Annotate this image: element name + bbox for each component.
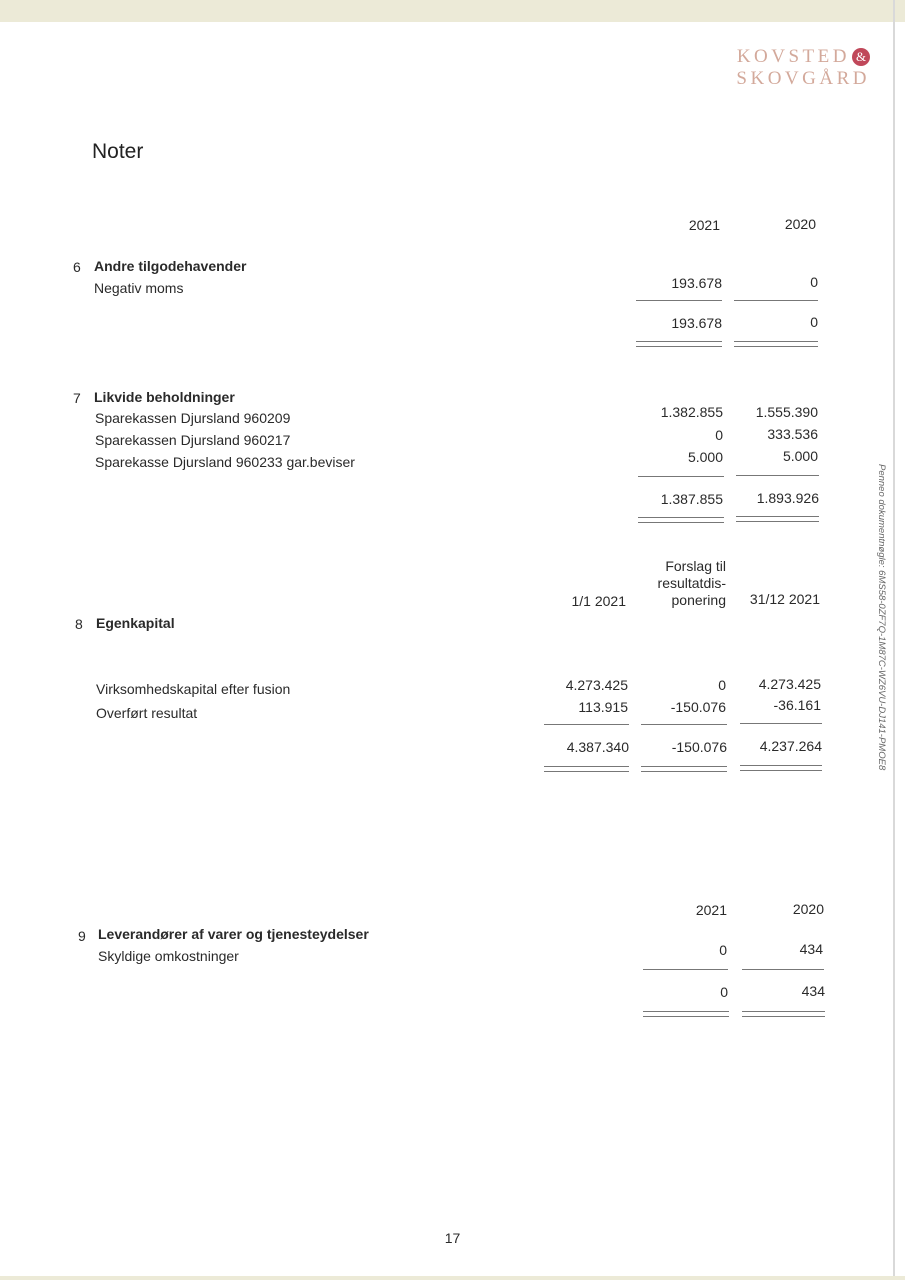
- logo-ampersand-icon: &: [852, 48, 870, 66]
- total-double-rule: [740, 765, 822, 771]
- col-header-2021: 2021: [688, 217, 720, 233]
- total-double-rule: [636, 341, 722, 347]
- col-header-proposal: Forslag til: [665, 558, 726, 574]
- note-total-2021: 0: [720, 984, 728, 1000]
- total-double-rule: [638, 517, 724, 523]
- note-total-2020: 434: [801, 983, 825, 999]
- logo-line1: KOVSTED: [736, 46, 850, 67]
- note-row-value-proposal: 0: [718, 677, 726, 693]
- note-title: Egenkapital: [96, 615, 175, 631]
- note-row-value-2020: 5.000: [782, 448, 818, 464]
- document-key-text: Penneo dokumentnøgle: 6MS58-0ZF7Q-1M87C-WZ6VU-DJ141-PMOE8: [876, 464, 887, 771]
- bottom-border: [0, 1276, 905, 1280]
- subtotal-rule: [742, 969, 824, 970]
- note-number: 8: [75, 616, 83, 632]
- note-row-label: Skyldige omkostninger: [98, 948, 239, 964]
- subtotal-rule: [740, 723, 822, 724]
- note-row-value-start: 4.273.425: [565, 677, 628, 693]
- note-row-value-end: 4.273.425: [758, 676, 821, 692]
- note-row-value-proposal: -150.076: [670, 699, 726, 715]
- subtotal-rule: [641, 724, 727, 725]
- note-row-value-2020: 0: [810, 274, 818, 290]
- note-title: Leverandører af varer og tjenesteydelser: [98, 926, 369, 942]
- note-total-2021: 1.387.855: [660, 491, 723, 507]
- note-total-2020: 1.893.926: [756, 490, 819, 506]
- subtotal-rule: [643, 969, 728, 970]
- note-row-label: Sparekasse Djursland 960233 gar.beviser: [95, 454, 355, 470]
- page-number: 17: [444, 1230, 461, 1246]
- note-total-start: 4.387.340: [566, 739, 629, 755]
- total-double-rule: [736, 516, 819, 522]
- logo-line2: SKOVGÅRD: [736, 68, 870, 89]
- total-double-rule: [641, 766, 727, 772]
- col-header-2020: 2020: [784, 216, 816, 232]
- note-row-value-2020: 434: [799, 941, 823, 957]
- top-border: [0, 0, 905, 22]
- subtotal-rule: [734, 300, 818, 301]
- note-row-label: Negativ moms: [94, 280, 184, 296]
- note-row-value-2020: 333.536: [767, 426, 818, 442]
- note-title: Andre tilgodehavender: [94, 258, 247, 274]
- col-header-start: 1/1 2021: [571, 593, 626, 609]
- right-border: [893, 0, 895, 1280]
- subtotal-rule: [736, 475, 819, 476]
- note-row-value-start: 113.915: [578, 699, 628, 715]
- note-total-end: 4.237.264: [759, 738, 822, 754]
- note-title: Likvide beholdninger: [94, 389, 235, 405]
- col-header-proposal: ponering: [671, 592, 726, 608]
- note-row-value-2021: 1.382.855: [660, 404, 723, 420]
- note-number: 7: [73, 390, 81, 406]
- total-double-rule: [643, 1011, 729, 1017]
- total-double-rule: [544, 766, 629, 772]
- note-total-2020: 0: [810, 314, 818, 330]
- subtotal-rule: [544, 724, 629, 725]
- note-row-label: Overført resultat: [96, 705, 198, 721]
- page-title: Noter: [92, 140, 144, 163]
- note-row-value-2021: 5.000: [687, 449, 723, 465]
- company-logo: [700, 46, 870, 90]
- subtotal-rule: [638, 476, 724, 477]
- col-header-proposal: resultatdis-: [657, 575, 726, 591]
- note-row-value-end: -36.161: [773, 697, 821, 713]
- col-header-2020: 2020: [792, 901, 824, 917]
- note-total-2021: 193.678: [671, 315, 722, 331]
- note-row-label: Sparekassen Djursland 960209: [95, 410, 291, 426]
- col-header-end: 31/12 2021: [749, 591, 820, 607]
- total-double-rule: [742, 1011, 825, 1017]
- note-row-value-2020: 1.555.390: [755, 404, 818, 420]
- note-number: 6: [73, 259, 81, 275]
- note-total-proposal: -150.076: [671, 739, 727, 755]
- subtotal-rule: [636, 300, 722, 301]
- note-row-value-2021: 0: [719, 942, 727, 958]
- note-row-label: Virksomhedskapital efter fusion: [96, 681, 291, 697]
- col-header-2021: 2021: [695, 902, 727, 918]
- note-row-label: Sparekassen Djursland 960217: [95, 432, 291, 448]
- note-row-value-2021: 0: [715, 427, 723, 443]
- note-number: 9: [78, 928, 86, 944]
- total-double-rule: [734, 341, 818, 347]
- note-row-value-2021: 193.678: [671, 275, 722, 291]
